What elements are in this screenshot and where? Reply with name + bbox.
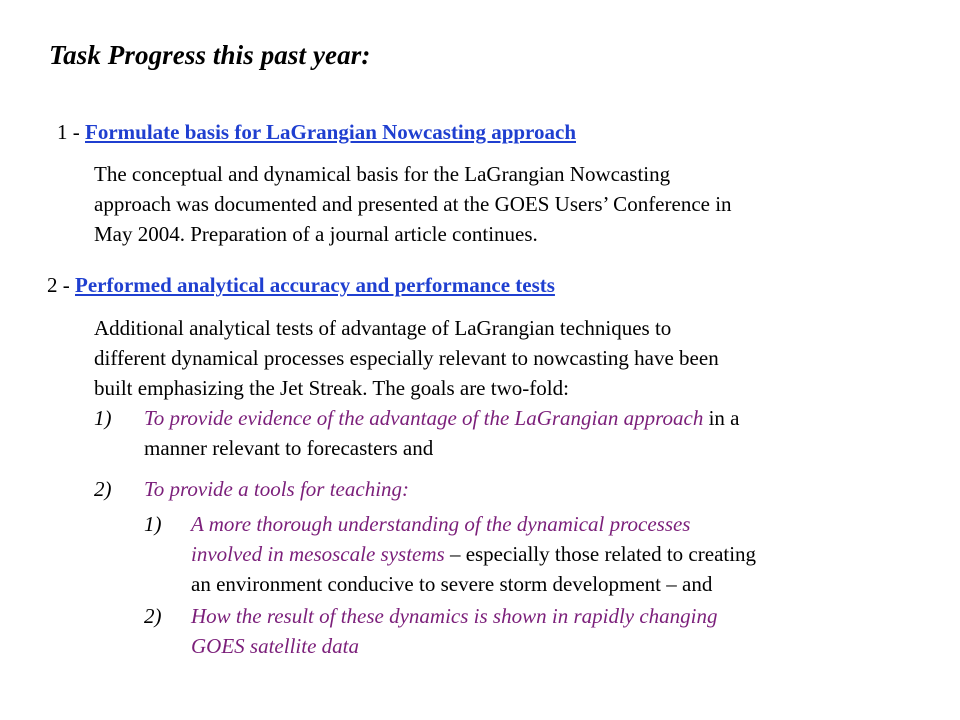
page-title: Task Progress this past year: bbox=[49, 40, 371, 70]
goal-text-line: manner relevant to forecasters and bbox=[144, 436, 434, 460]
goal-number: 1) bbox=[94, 406, 112, 430]
goal-emphasis: To provide evidence of the advantage of the LaGrangian approach bbox=[144, 406, 704, 430]
goal-text-line bbox=[144, 403, 740, 433]
section1-paragraph-line: May 2004. Preparation of a journal article continues. bbox=[94, 222, 538, 246]
section1-paragraph-line: approach was documented and presented at the GOES Users’ Conference in bbox=[94, 192, 732, 216]
section2-paragraph-line: different dynamical processes especially relevant to nowcasting have been bbox=[94, 346, 719, 370]
section1-heading-link[interactable]: Formulate basis for LaGrangian Nowcasting approach bbox=[85, 120, 576, 144]
subgoal-plain: – especially those related to creating bbox=[444, 542, 757, 566]
subgoal-emphasis: How the result of these dynamics is shown in rapidly changing bbox=[191, 604, 718, 628]
section2-heading bbox=[47, 273, 555, 298]
goal-emphasis: To provide a tools for teaching: bbox=[144, 477, 410, 501]
subgoal-number: 1) bbox=[144, 512, 162, 536]
subgoal-text-line bbox=[191, 539, 756, 569]
section2-paragraph bbox=[94, 313, 924, 403]
subgoal-emphasis: involved in mesoscale systems bbox=[191, 542, 445, 566]
section2-paragraph-line: Additional analytical tests of advantage of LaGrangian techniques to bbox=[94, 316, 672, 340]
subgoal-number: 2) bbox=[144, 604, 162, 628]
section1-prefix: 1 - bbox=[57, 120, 80, 144]
goal-number: 2) bbox=[94, 477, 112, 501]
goal-plain: in a bbox=[703, 406, 740, 430]
section1-heading bbox=[57, 120, 576, 145]
section1-paragraph-line: The conceptual and dynamical basis for the LaGrangian Nowcasting bbox=[94, 162, 671, 186]
section1-paragraph bbox=[94, 159, 924, 249]
section2-heading-link[interactable]: Performed analytical accuracy and performance tests bbox=[75, 273, 555, 297]
subgoal-text-line: an environment conducive to severe storm development – and bbox=[191, 572, 713, 596]
section2-prefix: 2 - bbox=[47, 273, 70, 297]
subgoal-emphasis: A more thorough understanding of the dynamical processes bbox=[191, 512, 691, 536]
section2-paragraph-line: built emphasizing the Jet Streak. The goals are two-fold: bbox=[94, 376, 569, 400]
subgoal-emphasis: GOES satellite data bbox=[191, 634, 359, 658]
